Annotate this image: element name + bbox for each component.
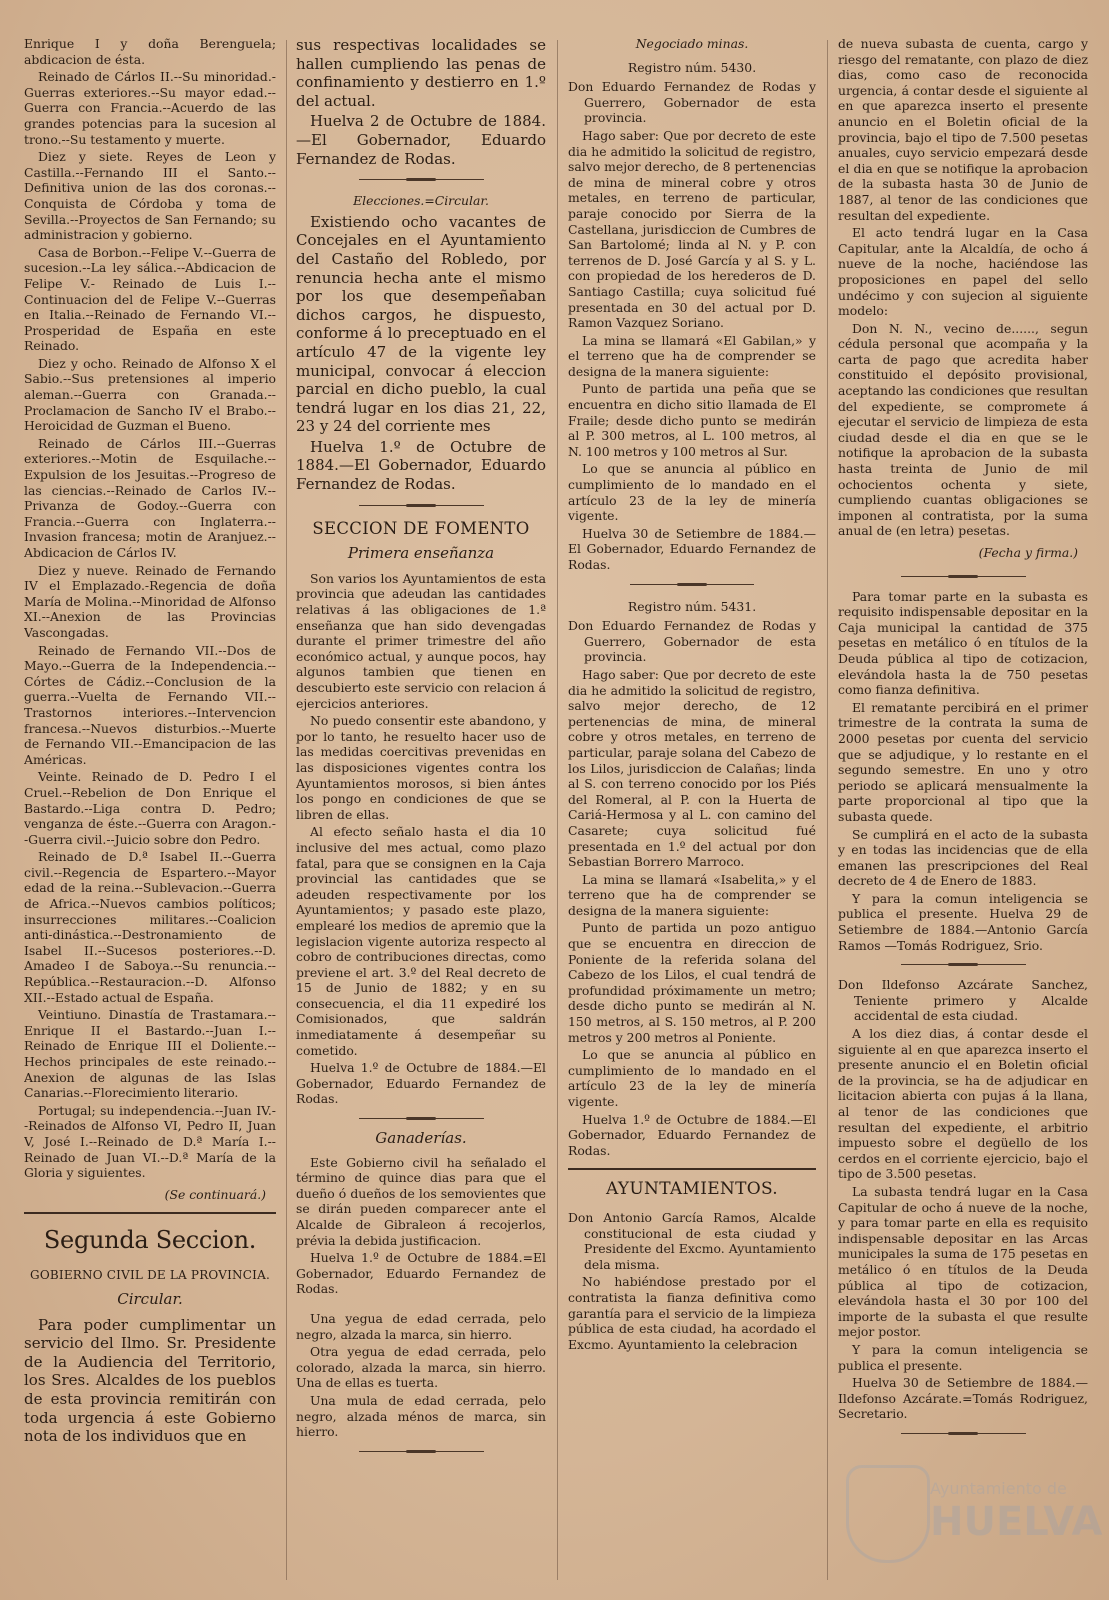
watermark-line-1: Ayuntamiento de <box>930 1479 1067 1498</box>
elecciones-text: Existiendo ocho vacantes de Concejales en el Ayuntamiento del Castaño del Robledo, por renuncia hecha ante el mismo por los que desempeñaban dichos cargos, he dispuesto, conforme á lo preceptuado en el artículo 47 de la vigente ley municipal, convocar á eleccion parcial en dicho pueblo, la cual tendrá lugar en los dias 21, 22, 23 y 24 del corriente mes <box>296 212 546 436</box>
segunda-seccion-heading: Segunda Seccion. <box>43 1226 257 1255</box>
history-syllabus <box>24 36 276 1181</box>
registro-5430-paragraph: La mina se llamará «El Gabilan,» y el terreno que ha de comprender se designa de la manera siguiente: <box>568 332 816 379</box>
subasta-paragraph: El acto tendrá lugar en la Casa Capitular, ante la Alcaldía, de ocho á nueve de la noche, haciéndose las proposiciones en papel del sello undécimo y con sujecion al siguiente modelo: <box>838 225 1088 319</box>
separator <box>838 571 1088 583</box>
registro-5430-paragraph: Punto de partida una peña que se encuentra en dicho sitio llamada de El Fraile; desde dicho punto se medirán al P. 300 metros, al L. 100 metros, al N. 100 metros y 100 metros al Sur. <box>568 381 816 459</box>
circular-heading: Circular. <box>117 1289 183 1308</box>
registro-5431-heading: Registro núm. 5431. <box>627 598 757 614</box>
syllabus-entry: Veinte. Reinado de D. Pedro I el Cruel.--Rebelion de Don Enrique el Bastardo.--Liga contra D. Pedro; venganza de éste.--Guerra con Aragon.--Guerra civil.--Juicio sobre don Pedro. <box>24 769 276 847</box>
ganaderias-heading: Ganaderías. <box>375 1129 467 1148</box>
fomento-heading: SECCION DE FOMENTO <box>312 518 530 538</box>
section-rule <box>568 1168 816 1170</box>
coat-of-arms-icon <box>846 1465 930 1563</box>
syllabus-entry: Reinado de Fernando VII.--Dos de Mayo.--Guerra de la Independencia.--Córtes de Cádiz.--Conclusion de la guerra.--Vuelta de Fernando VII.--Trastornos interiores.--Intervencion francesa.--Nuevos disturbios.--Muerte de Fernando VII.--Emancipacion de las Américas. <box>24 642 276 767</box>
syllabus-entry: Reinado de Cárlos II.--Su minoridad.- Guerras exteriores.--Su mayor edad.--Guerra con Francia.--Acuerdo de las grandes potencias para la sucesion al trono.--Su testamento y muerte. <box>24 69 276 147</box>
registro-5430-paragraph: Lo que se anuncia al público en cumplimiento de lo mandado en el artículo 23 de la ley de minería vigente. <box>568 461 816 524</box>
subasta-paragraph: Se cumplirá en el acto de la subasta y en todas las incidencias que de ella emanen las prescripciones del Real decreto de 4 de Enero de 1883. <box>838 826 1088 889</box>
ildefonso-signature: Huelva 30 de Setiembre de 1884.—Ildefonso Azcárate.=Tomás Rodriguez, Secretario. <box>838 1375 1088 1422</box>
archive-watermark <box>840 1405 1103 1585</box>
column-divider <box>827 40 828 1580</box>
registro-5430-issuer: Don Eduardo Fernandez de Rodas y Guerrero, Gobernador de esta provincia. <box>568 79 816 126</box>
separator <box>838 959 1088 971</box>
column-2 <box>296 36 546 1584</box>
registro-5431-issuer: Don Eduardo Fernandez de Rodas y Guerrero, Gobernador de esta provincia. <box>568 618 816 665</box>
column-3 <box>568 36 816 1584</box>
circular-continuation: sus respectivas localidades se hallen cumpliendo las penas de confinamiento y destierro en 1.º del actual. <box>296 36 546 110</box>
ildefonso-paragraph: La subasta tendrá lugar en la Casa Capitular de ocho á nueve de la noche, y para tomar parte en ella es requisito indispensable depositar en las Arcas municipales la suma de 175 pesetas en metálico ó en títulos de la Deuda pública al tipo de cotizacion, elevándola hasta el 30 por 100 del importe de la subasta el que resulte mejor postor. <box>838 1183 1088 1340</box>
column-1 <box>24 36 276 1584</box>
circular-text: Para poder cumplimentar un servicio del Ilmo. Sr. Presidente de la Audiencia del Territorio, los Sres. Alcaldes de los pueblos de esta provincia remitirán con toda urgencia á este Gobierno nota de los individuos que en <box>24 1315 276 1446</box>
syllabus-entry: Diez y siete. Reyes de Leon y Castilla.--Fernando III el Santo.--Definitiva union de las dos coronas.--Conquista de Córdoba y toma de Sevilla.--Proyectos de San Fernando; su administracion y gobierno. <box>24 149 276 243</box>
animal-description: Otra yegua de edad cerrada, pelo colorado, alzada la marca, sin hierro. Una de ellas es tuerta. <box>296 1344 546 1391</box>
subasta-paragraph: Para tomar parte en la subasta es requisito indispensable depositar en la Caja municipal la cantidad de 375 pesetas en metálico ó en títulos de la Deuda pública al tipo de cotizacion, elevándola hasta la de 750 pesetas como fianza definitiva. <box>838 588 1088 698</box>
ganaderias-text: Este Gobierno civil ha señalado el término de quince dias para que el dueño ó dueños de los semovientes que se dirán pueden comparecer ante el Alcalde de Gibraleon á recojerlos, prévia la debida justificacion. <box>296 1154 546 1248</box>
registro-5431-paragraph: La mina se llamará «Isabelita,» y el terreno que ha de comprender se designa de la manera siguiente: <box>568 871 816 918</box>
negociado-heading: Negociado minas. <box>635 36 749 51</box>
syllabus-entry: Reinado de Cárlos III.--Guerras exteriores.--Motin de Esquilache.--Expulsion de los Jesuitas.--Progreso de las ciencias.--Reinado de Carlos IV.--Privanza de Godoy.--Guerra con Francia.--Guerra con Inglaterra.--Invasion francesa; motin de Aranjuez.--Abdicacion de Cárlos IV. <box>24 435 276 560</box>
syllabus-entry: Reinado de D.ª Isabel II.--Guerra civil.--Regencia de Espartero.--Mayor edad de la reina.--Sublevacion.--Guerra de Africa.--Nuevos cambios políticos; insurrecciones militares.--Coalicion anti-dinástica.--Destronamiento de Isabel II.--Sucesos posteriores.--D. Amadeo I de Saboya.--Su renuncia.--República.--Restauracion.--D. Alfonso XII.--Estado actual de España. <box>24 849 276 1005</box>
elecciones-heading: Elecciones.=Circular. <box>353 193 489 209</box>
subasta-paragraph: El rematante percibirá en el primer trimestre de la contrata la suma de 2000 pesetas por cuenta del servicio que se adjudique, y lo restante en el segundo semestre. En uno y otro periodo se aplicará mensualmente la parte proporcional al tipo que la subasta quede. <box>838 699 1088 824</box>
column-divider <box>286 40 287 1580</box>
separator <box>296 500 546 512</box>
animal-description: Una yegua de edad cerrada, pelo negro, alzada la marca, sin hierro. <box>296 1310 546 1342</box>
syllabus-entry: Diez y nueve. Reinado de Fernando IV el Emplazado.-Regencia de doña María de Molina.--Minoridad de Alfonso XI.--Anexion de las Provincias Vascongadas. <box>24 562 276 640</box>
registro-5430-signature: Huelva 30 de Setiembre de 1884.—El Gobernador, Eduardo Fernandez de Rodas. <box>568 525 816 572</box>
registro-5431-paragraph: Punto de partida un pozo antiguo que se encuentra en direccion de Poniente de la referida solana del Cabezo de los Lilos, el cual tendrá de profundidad próximamente un metro; desde dicho punto se medirán al N. 150 metros, al S. 150 metros, al P. 200 metros y 200 metros al Poniente. <box>568 920 816 1045</box>
ildefonso-issuer: Don Ildefonso Azcárate Sanchez, Teniente primero y Alcalde accidental de esta ciudad. <box>838 977 1088 1024</box>
ganaderias-signature: Huelva 1.º de Octubre de 1884.=El Gobernador, Eduardo Fernandez de Rodas. <box>296 1250 546 1297</box>
ensenanza-paragraph: Al efecto señalo hasta el dia 10 inclusive del mes actual, como plazo fatal, para que se consignen en la Caja provincial las cantidades que se adeuden respectivamente por los Ayuntamientos; y pasado este plazo, emplearé los medios de apremio que la legislacion vigente autoriza respecto al cobro de contribuciones directas, como previene el art. 3.º del Real decreto de 15 de Junio de 1882; y en su consecuencia, el dia 11 expediré los Comisionados, que saldrán inmediatamente á desempeñar su cometido. <box>296 824 546 1058</box>
gobierno-civil-heading: GOBIERNO CIVIL DE LA PROVINCIA. <box>30 1268 270 1283</box>
subasta-signature: Y para la comun inteligencia se publica el presente. Huelva 29 de Setiembre de 1884.—Antonio García Ramos —Tomás Rodriguez, Srio. <box>838 890 1088 953</box>
watermark-line-2: HUELVA <box>930 1499 1103 1545</box>
ensenanza-heading: Primera enseñanza <box>347 544 495 563</box>
registro-5430-paragraph: Hago saber: Que por decreto de este dia he admitido la solicitud de registro, salvo mejor derecho, de 8 pertenencias de mina de mineral cobre y otros metales, en terreno de particular, paraje conocido por Sierra de la Castellana, jurisdiccion de Cumbres de San Bartolomé; linda al N. y P. con terrenos de D. José García y al S. y L. con propiedad de los herederos de D. Santiago Castilla; cuya solicitud fué presentada en 30 del actual por D. Ramon Vazquez Soriano. <box>568 127 816 331</box>
continuation-note: (Se continuará.) <box>164 1186 266 1202</box>
section-rule <box>24 1212 276 1214</box>
subasta-paragraph: de nueva subasta de cuenta, cargo y riesgo del rematante, con plazo de diez dias, como caso de reconocida urgencia, á contar desde el siguiente al en que aparezca inserto el presente anuncio en el Boletin oficial de la provincia, bajo el tipo de 7.500 pesetas anuales, cuyo servicio empezará desde el dia en que se notifique la aprobacion de la subasta hasta 30 de Junio de 1887, al tenor de las condiciones que resultan del expediente. <box>838 36 1088 223</box>
ayuntamiento-issuer: Don Antonio García Ramos, Alcalde constitucional de esta ciudad y Presidente del Excmo. Ayuntamiento dela misma. <box>568 1209 816 1272</box>
ensenanza-signature: Huelva 1.º de Octubre de 1884.—El Gobernador, Eduardo Fernandez de Rodas. <box>296 1060 546 1107</box>
separator <box>296 1446 546 1458</box>
ensenanza-paragraph: Son varios los Ayuntamientos de esta provincia que adeudan las cantidades relativas á las obligaciones de 1.ª enseñanza que han sido devengadas durante el primer trimestre del año económico actual, y aunque pocos, hay algunos tambien que tienen en descubierto este servicio con relacion á ejercicios anteriores. <box>296 570 546 711</box>
registro-5431-paragraph: Lo que se anuncia al público en cumplimiento de lo mandado en el artículo 23 de la ley de minería vigente. <box>568 1047 816 1109</box>
syllabus-entry: Veintiuno. Dinastía de Trastamara.--Enrique II el Bastardo.--Juan I.--Reinado de Enrique III el Doliente.--Hechos principales de este reinado.--Anexion de algunas de las Islas Canarias.--Florecimiento literario. <box>24 1007 276 1101</box>
separator <box>296 174 546 186</box>
syllabus-entry: Enrique I y doña Berenguela; abdicacion de ésta. <box>24 36 276 67</box>
fecha-firma: (Fecha y firma.) <box>978 545 1078 560</box>
ildefonso-paragraph: Y para la comun inteligencia se publica el presente. <box>838 1341 1088 1373</box>
elecciones-signature: Huelva 1.º de Octubre de 1884.—El Gobernador, Eduardo Fernandez de Rodas. <box>296 437 546 494</box>
separator <box>568 579 816 591</box>
registro-5431-paragraph: Hago saber: Que por decreto de este dia he admitido la solicitud de registro, salvo mejor derecho, de 12 pertenencias de mina, de mineral cobre y otros metales, en terreno de particular, paraje solana del Cabezo de los Lilos, jurisdiccion de Calañas; linda al S. con terreno conocido por los Piés del Romeral, al P. con la Huerta de Cariá-Hermosa y al L. con camino del Casarete; cuya solicitud fué presentada en 1.º del actual por don Sebastian Borrero Marroco. <box>568 666 816 870</box>
registro-5431-signature: Huelva 1.º de Octubre de 1884.—El Gobernador, Eduardo Fernandez de Rodas. <box>568 1111 816 1158</box>
animal-description: Una mula de edad cerrada, pelo negro, alzada ménos de marca, sin hierro. <box>296 1392 546 1440</box>
separator <box>296 1113 546 1125</box>
syllabus-entry: Portugal; su independencia.--Juan IV.--Reinados de Alfonso VI, Pedro II, Juan V, José I.--Reinado de D.ª María I.--Reinado de Juan VI.--D.ª María de la Gloria y siguientes. <box>24 1102 276 1181</box>
registro-5430-heading: Registro núm. 5430. <box>627 59 757 75</box>
ayuntamiento-paragraph: No habiéndose prestado por el contratista la fianza definitiva como garantía para el servicio de la limpieza pública de esta ciudad, ha acordado el Excmo. Ayuntamiento la celebracion <box>568 1274 816 1352</box>
syllabus-entry: Diez y ocho. Reinado de Alfonso X el Sabio.--Sus pretensiones al imperio aleman.--Guerra con Granada.--Proclamacion de Sancho IV el Brabo.--Heroicidad de Guzman el Bueno. <box>24 355 276 434</box>
circular-signature: Huelva 2 de Octubre de 1884.—El Gobernador, Eduardo Fernandez de Rodas. <box>296 112 546 168</box>
ensenanza-paragraph: No puedo consentir este abandono, y por lo tanto, he resuelto hacer uso de las medidas coercitivas prevenidas en las disposiciones vigentes contra los Ayuntamientos morosos, si bien ántes los pongo en condiciones de que se libren de ellas. <box>296 713 546 822</box>
ayuntamientos-heading: AYUNTAMIENTOS. <box>605 1179 779 1200</box>
ildefonso-paragraph: A los diez dias, á contar desde el siguiente al en que aparezca inserto el presente anuncio el en Boletin oficial de la provincia, se ha de adjudicar en licitacion abierta con pujas á la llana, al tenor de las condiciones que resultan del expediente, el arbitrio impuesto sobre el degüello de los cerdos en el corriente ejercicio, bajo el tipo de 3.500 pesetas. <box>838 1026 1088 1182</box>
column-4 <box>838 36 1088 1584</box>
subasta-model: Don N. N., vecino de......, segun cédula personal que acompaña y la carta de pago que acredita haber constituido el depósito provisional, aceptando las condiciones que resultan del expediente, se compromete á ejecutar el servicio de limpieza de esta ciudad desde el dia en que se le notifique la aprobacion de la subasta hasta treinta de Junio de mil ochocientos ochenta y siete, cumpliendo cuantas obligaciones se imponen al contratista, por la suma anual de (en letra) pesetas. <box>838 320 1088 539</box>
syllabus-entry: Casa de Borbon.--Felipe V.--Guerra de sucesion.--La ley sálica.--Abdicacion de Felipe V.- Reinado de Luis I.--Continuacion del de Felipe V.--Guerras en Italia.--Reinado de Fernando VI.--Prosperidad de España en este Reinado. <box>24 244 276 354</box>
column-divider <box>557 40 558 1580</box>
